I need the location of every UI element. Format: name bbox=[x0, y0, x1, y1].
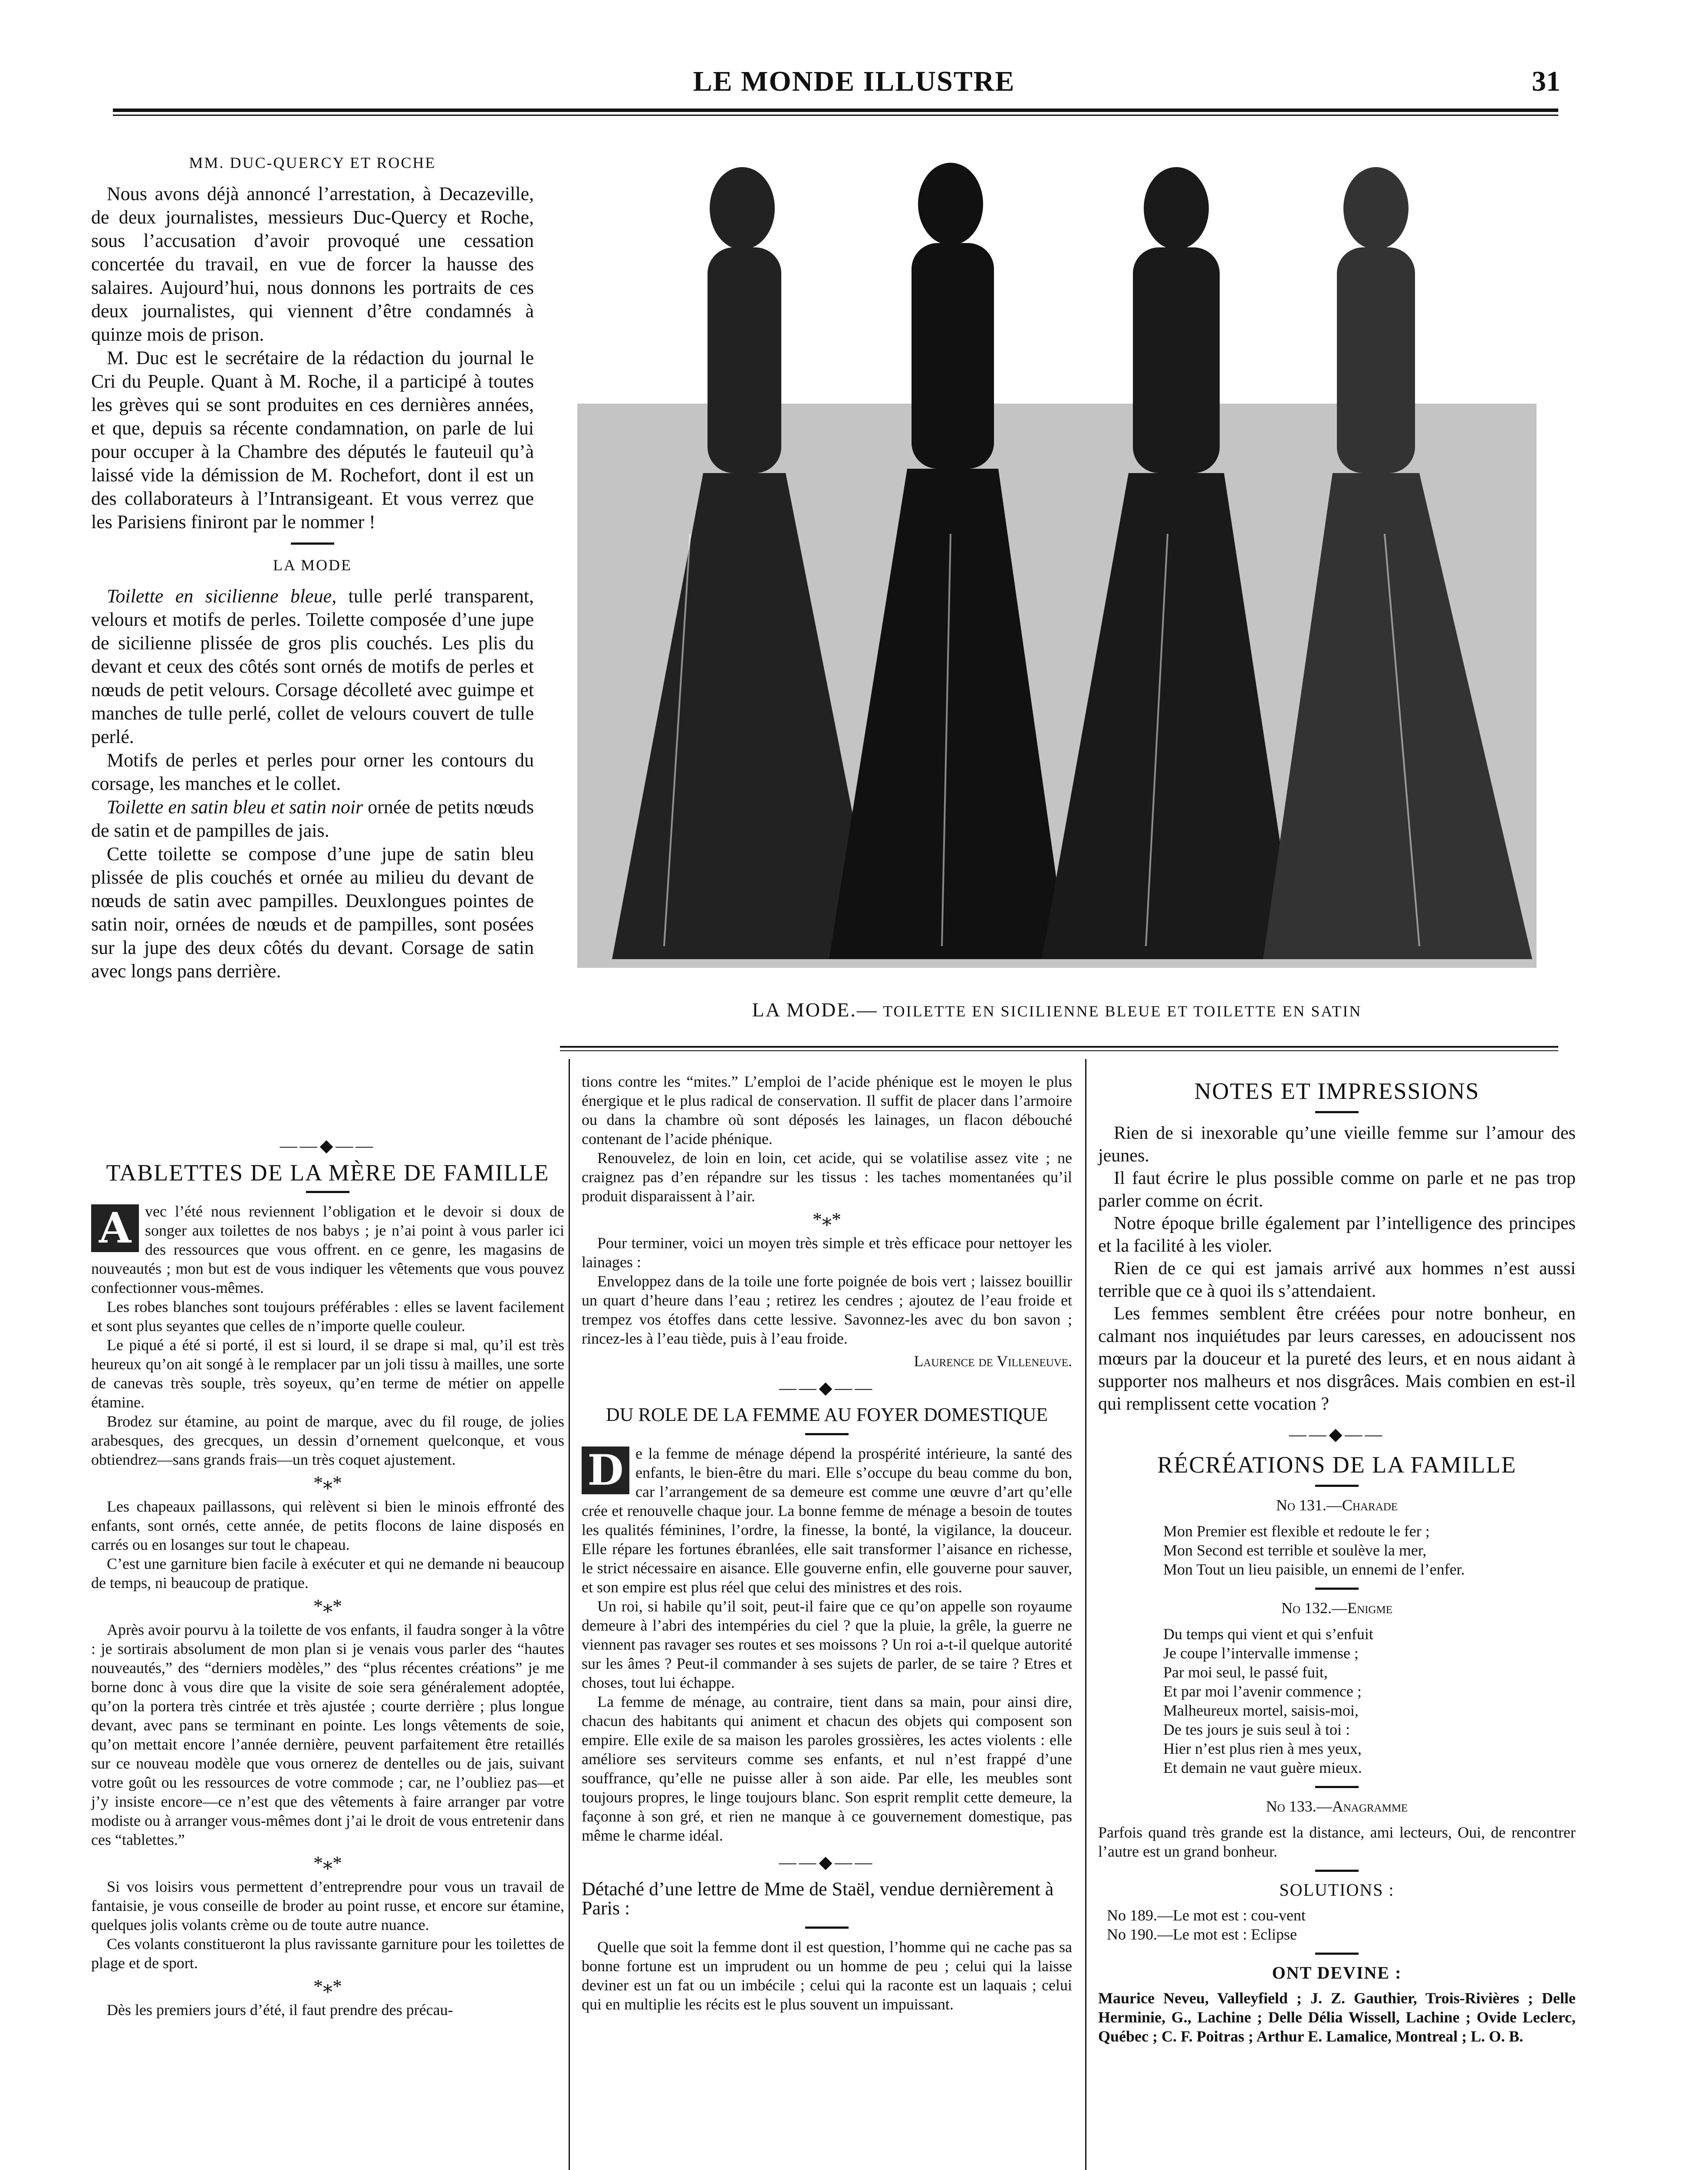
masthead-rule bbox=[113, 108, 1558, 112]
page-number: 31 bbox=[1532, 66, 1560, 97]
author-signature: Laurence de Villeneuve. bbox=[914, 1352, 1072, 1370]
paragraph: Le piqué a été si porté, il est si lourd, il se drape si mal, qu’il est très heureux qu’on ait songé à le remplacer par un joli tissu à mailles, une sorte de canevas très souple, très soyeux, qu’en terme de métier on appelle étamine. bbox=[91, 1336, 564, 1411]
paragraph: Ces volants constitueront la plus ravissante garniture pour les toilettes de plage et de sport. bbox=[91, 1935, 564, 1972]
paragraph bbox=[582, 1444, 1072, 1597]
poem-line: Par moi seul, le passé fuit, bbox=[1163, 1664, 1328, 1681]
paragraph: La femme de ménage, au contraire, tient dans sa main, pour ainsi dire, chacun des habitants qui animent et chacun des objets qui composent son empire. Elle exile de sa maison les paroles grossières, les actes violents : elle améliore ses serviteurs comme ses enfants, et nul n’est frappé d’une souffrance, qu’elle ne puisse aller à son aide. Par elle, les meubles sont toujours propres, le linge toujours blanc. Son esprit remplit cette demeure, la façonne à son gré, et rien ne manque à ce gouvernement domestique, pas même le charme idéal. bbox=[582, 1693, 1072, 1844]
paragraph: Enveloppez dans de la toile une forte poignée de bois vert ; laissez bouillir un quart d’heure dans l’eau ; retirez les cendres ; ajoutez de l’eau froide et trempez vos étoffes dans cette lessive. Savonnez-les avec du bon savon ; rincez-les à l’eau tiède, puis à l’eau froide. bbox=[582, 1272, 1072, 1347]
drop-cap: A bbox=[91, 1204, 139, 1252]
paragraph: Les chapeaux paillassons, qui relèvent si bien le minois effronté des enfants, sont ornés, cette année, de petits flocons de laine disposés en carrés ou en losanges sur tout le chapeau. bbox=[91, 1498, 564, 1553]
paragraph-text: tulle perlé transparent, velours et motifs de perles. Toilette composée d’une jupe de sicilienne plissée de gros plis couchés. Les plis du devant et ceux des côtés sont ornés de motifs de perles et nœuds de petit velours. Corsage décolleté avec guimpe et manches de tulle perlé, collet de velours couvert de tulle perlé. bbox=[91, 585, 534, 747]
drop-cap: D bbox=[582, 1447, 629, 1494]
paragraph: Rien de ce qui est jamais arrivé aux hommes n’est aussi terrible que ce à quoi ils s’attendaient. bbox=[1098, 1259, 1576, 1301]
paragraph bbox=[91, 796, 534, 842]
poem-line: Hier n’est plus rien à mes yeux, bbox=[1163, 1740, 1362, 1757]
puzzles bbox=[1098, 1496, 1576, 2046]
section-divider bbox=[805, 1433, 849, 1435]
poem-line: Mon Tout un lieu paisible, un ennemi de l’enfer. bbox=[1163, 1561, 1465, 1578]
asterism: *⁎* bbox=[313, 1852, 342, 1874]
paragraph: C’est une garniture bien facile à exécuter et qui ne demande ni beaucoup de temps, ni beaucoup de pratique. bbox=[91, 1555, 564, 1591]
poem-line: Je coupe l’intervalle immense ; bbox=[1163, 1644, 1359, 1662]
asterism: *⁎* bbox=[313, 1976, 342, 1997]
poem-line: Malheureux mortel, saisis-moi, bbox=[1163, 1702, 1359, 1719]
paragraph: Renouvelez, de loin en loin, cet acide, qui se volatilise assez vite ; ne craignez pas d’en répandre sur les tissus : les taches momentanées qu’il produit disparaissent à l’air. bbox=[582, 1149, 1072, 1205]
article-heading-tablettes: TABLETTES DE LA MÈRE DE FAMILLE bbox=[106, 1160, 550, 1186]
paragraph-text: vec l’été nous reviennent l’obligation et le devoir si doux de songer aux toilettes de nos babys ; je n’ai point à vous parler ici des ressources que vous offrent. en ce genre, les magasins de nouveautés ; mon but est de vous indiquer les vêtements que vous pouvez confectionner vous-mêmes. bbox=[91, 1203, 564, 1296]
paragraph: Nous avons déjà annoncé l’arrestation, à Decazeville, de deux journalistes, messieurs Duc-Quercy et Roche, sous l’accusation d’avoir provoqué une cessation concertée du travail, en vue de forcer la hausse des salaires. Aujourd’hui, nous donnons les portraits de ces deux journalistes, qui viennent d’être condamnés à quinze mois de prison. bbox=[91, 183, 534, 345]
column-2 bbox=[582, 1072, 1072, 2014]
paragraph: Brodez sur étamine, au point de marque, avec du fil rouge, de jolies arabesques, des grecques, un dessin d’ornement quelconque, et vous obtiendrez—sans grands frais—un très coquet ajustement. bbox=[91, 1413, 564, 1468]
section-divider bbox=[1315, 1953, 1359, 1955]
section-divider bbox=[1315, 1111, 1359, 1113]
section-rule bbox=[560, 1046, 1558, 1048]
puzzle-heading: No 131.—Charade bbox=[1276, 1496, 1398, 1514]
puzzle-heading: No 132.—Enigme bbox=[1281, 1599, 1392, 1617]
column-1-top bbox=[91, 143, 534, 983]
column-divider bbox=[1085, 1059, 1086, 2170]
section-divider bbox=[291, 542, 334, 545]
poem-line: Et demain ne vaut guère mieux. bbox=[1163, 1759, 1362, 1776]
poem-line: Du temps qui vient et qui s’enfuit bbox=[1163, 1625, 1373, 1643]
fashion-illustration bbox=[560, 143, 1554, 990]
ornament: ――◆―― bbox=[280, 1136, 376, 1155]
section-divider bbox=[1315, 1870, 1359, 1872]
solutions-list bbox=[1098, 1906, 1576, 1944]
paragraph: Motifs de perles et perles pour orner les contours du corsage, les manches et le collet. bbox=[91, 750, 534, 794]
column-divider bbox=[569, 1059, 570, 2170]
paragraph: Les robes blanches sont toujours préférables : elles se lavent facilement et sont plus seyantes que celles de n’importe quelle couleur. bbox=[91, 1298, 564, 1335]
section-divider bbox=[1315, 1588, 1359, 1590]
puzzle-133: Parfois quand très grande est la distance, ami lecteurs, Oui, de rencontrer l’autre est un grand bonheur. bbox=[1098, 1824, 1576, 1860]
paragraph: tions contre les “mites.” L’emploi de l’acide phénique est le moyen le plus énergique et le plus radical de conservation. Il suffit de placer dans l’armoire ou dans la chambre où sont déposés les lainages, un flacon débouché contenant de l’acide phénique. bbox=[582, 1073, 1072, 1147]
paragraph: Après avoir pourvu à la toilette de vos enfants, il faudra songer à la vôtre : je sortirais absolument de mon plan si je venais vous parler des “hautes nouveautés,” des “derniers modèles,” des “plus récentes créations” je me borne donc à vous dire que la visite de soie sera généralement adoptée, qu’on la portera très cintrée et très ajustée ; courte derrière ; plus longue devant, avec pans se terminant en pointe. Les longs vêtements de soie, qu’on mettait encore l’année dernière, peuvent parfaitement être retaillés sur ce nouveau modèle que vous ornerez de dentelles ou de jais, suivant votre goût ou les ressources de votre commode ; car, ne l’oubliez pas—et j’y insiste encore—ce n’est que des vêtements à faire arranger par votre modiste ou à arranger vous-mêmes dont j’ai le droit de vous entretenir dans ces “tablettes.” bbox=[91, 1621, 564, 1848]
section-divider bbox=[306, 1191, 349, 1193]
puzzle-131 bbox=[1098, 1522, 1576, 1579]
ont-devine-list: Maurice Neveu, Valleyfield ; J. Z. Gauthier, Trois-Rivières ; Delle Herminie, G., Lachine ; Delle Délia Wissell, Lachine ; Ovide Leclerc, Québec ; C. F. Poitras ; Arthur E. Lamalice, Montreal ; L. O. B. bbox=[1098, 1989, 1576, 2045]
ornament: ――◆―― bbox=[779, 1852, 875, 1872]
paragraph: Notre époque brille également par l’intelligence des principes et la facilité à les violer. bbox=[1098, 1213, 1576, 1256]
article-heading-duc-quercy: MM. DUC-QUERCY ET ROCHE bbox=[189, 154, 436, 171]
puzzle-heading: No 133.—Anagramme bbox=[1266, 1798, 1408, 1815]
illustration-caption bbox=[560, 998, 1554, 1021]
puzzle-132 bbox=[1098, 1624, 1576, 1777]
ont-devine-heading: ONT DEVINE : bbox=[1272, 1963, 1402, 1983]
paragraph: M. Duc est le secrétaire de la rédaction du journal le Cri du Peuple. Quant à M. Roche, il a participé à toutes les grèves qui se sont produites en ces dernières années, et que, depuis sa récente condamnation, on parle de lui pour occuper à la Chambre des députés le fauteuil qu’à laissé vide la démission de M. Rochefort, dont il est un des collaborateurs à l’Intransigeant. Et vous verrez que les Parisiens finiront par le nommer ! bbox=[91, 347, 534, 533]
masthead-title: LE MONDE ILLUSTRE bbox=[693, 66, 1015, 97]
paragraph: Quelle que soit la femme dont il est question, l’homme qui ne cache pas sa bonne fortune est un imprudent ou un homme de peu ; celui qui la laisse deviner est un fat ou un imbécile ; celui qui la raconte est un laquais ; celui qui en multiplie les récits est le plus souvent un impuissant. bbox=[582, 1938, 1072, 2013]
paragraph: Les femmes semblent être créées pour notre bonheur, en calmant nos inquiétudes par leurs caresses, en adoucissent nos mœurs par la douceur et la pureté des leurs, et en nous aidant à supporter nos malheurs et nos disgrâces. Mais combien en est-il qui remplissent cette vocation ? bbox=[1098, 1304, 1576, 1414]
asterism: *⁎* bbox=[313, 1595, 342, 1617]
ornament: ――◆―― bbox=[779, 1378, 875, 1397]
paragraph: Dès les premiers jours d’été, il faut prendre des précau- bbox=[107, 2001, 453, 2019]
asterism: *⁎* bbox=[813, 1209, 841, 1230]
poem-line: Mon Premier est flexible et redoute le fer ; bbox=[1163, 1522, 1430, 1540]
poem-line: Mon Second est terrible et soulève la mer, bbox=[1163, 1542, 1427, 1559]
paragraph: Pour terminer, voici un moyen très simple et très efficace pour nettoyer les lainages : bbox=[582, 1234, 1072, 1271]
paragraph bbox=[91, 1202, 564, 1297]
caption-lead: LA MODE.— bbox=[752, 999, 878, 1021]
caption-text: TOILETTE EN SICILIENNE BLEUE ET TOILETTE EN SATIN bbox=[878, 1003, 1362, 1020]
column-3 bbox=[1098, 1072, 1576, 2046]
italic-lead: Toilette en sicilienne bleue, bbox=[107, 585, 337, 607]
poem-line: De tes jours je suis seul à toi : bbox=[1163, 1721, 1350, 1738]
article-heading-notes: NOTES ET IMPRESSIONS bbox=[1194, 1078, 1480, 1104]
ornament: ――◆―― bbox=[1289, 1424, 1385, 1444]
section-divider bbox=[805, 1927, 849, 1929]
solution-item: No 190.—Le mot est : Eclipse bbox=[1107, 1926, 1297, 1943]
paragraph bbox=[91, 585, 534, 749]
paragraph: Cette toilette se compose d’une jupe de satin bleu plissée de plis couchés et ornée au milieu du devant de nœuds de satin avec pampilles. Deuxlongues pointes de satin noir, ornées de nœuds et de pampilles, sont posées sur la jupe des deux côtés du devant. Corsage de satin avec longs pans derrière. bbox=[91, 843, 534, 982]
asterism: *⁎* bbox=[313, 1472, 342, 1493]
article-heading-role-femme: DU ROLE DE LA FEMME AU FOYER DOMESTIQUE bbox=[606, 1404, 1048, 1425]
article-heading-la-mode: LA MODE bbox=[273, 556, 352, 574]
section-divider bbox=[1315, 1786, 1359, 1788]
paragraph-text: e la femme de ménage dépend la prospérité intérieure, la santé des enfants, le bien-être du mari. Elle s’occupe du beau comme du bon, car l’arrangement de sa demeure est comme une œuvre d’art qu’elle crée et renouvelle chaque jour. La bonne femme de ménage a besoin de toutes les qualités féminines, l’ordre, la finesse, la bonté, la vigilance, la douceur. Elle répare les fortunes ébranlées, elle sait transformer l’aisance en richesse, le strict nécessaire en aisance. Elle gouverne enfin, elle gouverne pour sauver, et son empire est plus réel que celui des ministres et des rois. bbox=[582, 1445, 1072, 1596]
paragraph: Un roi, si habile qu’il soit, peut-il faire que ce qu’on appelle son royaume demeure à l’abri des intempéries du ciel ? que la pluie, la grêle, la guerre ne viennent pas ravager ses routes et ses moissons ? Un roi a-t-il quelque autorité sur les âmes ? Peut-il commander à ses sujets de parler, de se taire ? Etres et choses, tout lui échappe. bbox=[582, 1598, 1072, 1691]
masthead-rule-thin bbox=[113, 115, 1558, 116]
solution-item: No 189.—Le mot est : cou-vent bbox=[1107, 1907, 1306, 1924]
article-heading-recreations: RÉCRÉATIONS DE LA FAMILLE bbox=[1157, 1452, 1517, 1478]
column-1-bottom bbox=[91, 1128, 564, 2019]
paragraph: Rien de si inexorable qu’une vieille femme sur l’amour des jeunes. bbox=[1098, 1123, 1576, 1166]
section-divider bbox=[1315, 1485, 1359, 1487]
paragraph: Si vos loisirs vous permettent d’entreprendre pour vous un travail de fantaisie, je vous conseille de broder au point russe, et encore sur étamine, quelques jolis volants crème ou de toute autre nuance. bbox=[91, 1878, 564, 1933]
article-heading-stael: Détaché d’une lettre de Mme de Staël, vendue dernièrement à Paris : bbox=[582, 1878, 1054, 1919]
section-rule-thin bbox=[560, 1050, 1558, 1051]
paragraph: Il faut écrire le plus possible comme on parle et ne pas trop parler comme on écrit. bbox=[1098, 1168, 1576, 1211]
paragraph-text: ornée de petits nœuds de satin et de pampilles de jais. bbox=[91, 796, 534, 841]
italic-lead: Toilette en satin bleu et satin noir bbox=[107, 796, 363, 818]
poem-line: Et par moi l’avenir commence ; bbox=[1163, 1683, 1362, 1700]
solutions-heading: SOLUTIONS : bbox=[1279, 1880, 1395, 1900]
